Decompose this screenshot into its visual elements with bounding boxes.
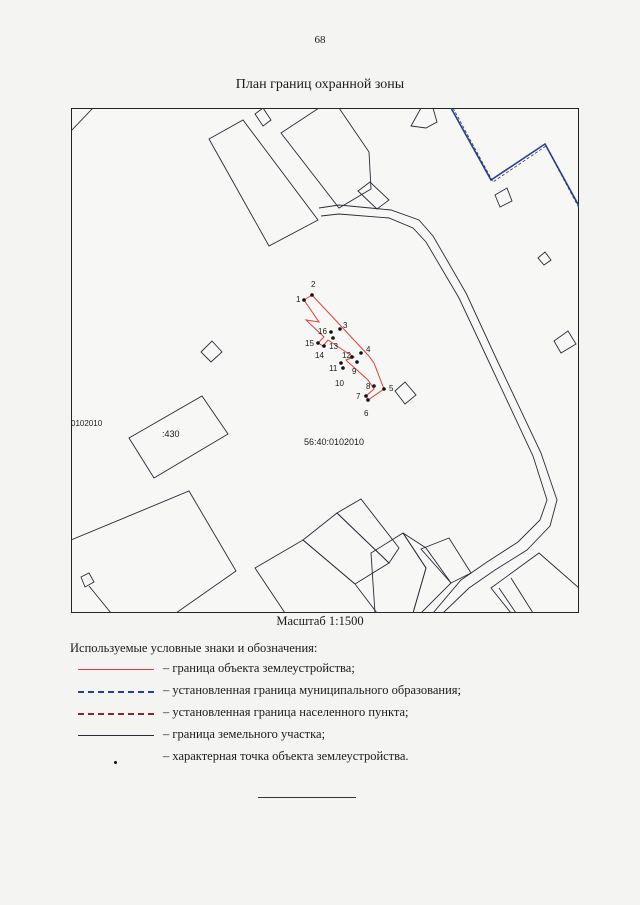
point-label: 1 (296, 295, 301, 304)
point-label: 15 (305, 339, 314, 348)
cadastral-block-label-partial: 0102010 (71, 419, 103, 428)
point-2 (310, 293, 314, 297)
point-6 (366, 398, 370, 402)
point-1 (302, 298, 306, 302)
point-label: 14 (315, 351, 324, 360)
point-label: 9 (352, 367, 357, 376)
signature-line (258, 797, 356, 798)
legend-label: – установленная граница муниципального образования; (163, 683, 462, 697)
page-number: 68 (314, 34, 326, 46)
black-line-symbol (78, 735, 154, 736)
map-frame (72, 109, 579, 613)
point-label: 16 (318, 327, 327, 336)
legend-title: Используемые условные знаки и обозначения: (70, 641, 318, 655)
point-15 (316, 341, 320, 345)
legend-label: – граница объекта землеустройства; (163, 661, 355, 675)
point-label: 10 (335, 379, 344, 388)
legend-item-parcel-boundary (70, 727, 610, 743)
point-label: 11 (329, 364, 338, 373)
legend-label: – граница земельного участка; (163, 727, 326, 741)
point-label: 12 (342, 351, 351, 360)
legend-item-municipal-boundary (70, 683, 610, 699)
point-14 (322, 344, 326, 348)
point-10 (341, 366, 345, 370)
boundary-plan-map (71, 108, 579, 613)
point-8 (372, 384, 376, 388)
point-16 (329, 330, 333, 334)
point-label: 7 (356, 392, 361, 401)
point-symbol (114, 761, 117, 764)
point-4 (359, 351, 363, 355)
point-label: 5 (389, 384, 394, 393)
blue-dashed-line-symbol (78, 691, 154, 693)
legend-label: – установленная граница населенного пункта; (163, 705, 409, 719)
map-scale: Масштаб 1:1500 (276, 614, 364, 628)
legend-item-object-boundary (70, 661, 610, 677)
point-label: 3 (343, 321, 348, 330)
point-11 (339, 361, 343, 365)
point-13 (331, 336, 335, 340)
legend-label: – характерная точка объекта землеустройства. (163, 749, 409, 763)
legend-item-settlement-boundary (70, 705, 610, 721)
point-5 (382, 387, 386, 391)
legend-item-characteristic-point (70, 749, 610, 765)
point-label: 2 (311, 280, 316, 289)
point-9 (355, 360, 359, 364)
cadastral-block-label: 56:40:0102010 (304, 437, 365, 447)
red-line-symbol (78, 669, 154, 670)
point-3 (338, 327, 342, 331)
point-7 (364, 394, 368, 398)
point-label: 8 (366, 382, 371, 391)
point-label: 4 (366, 345, 371, 354)
red-dashed-line-symbol (78, 713, 154, 715)
point-label: 6 (364, 409, 369, 418)
parcel-label: :430 (162, 429, 180, 439)
point-label: 13 (329, 342, 338, 351)
page-title: План границ охранной зоны (235, 77, 405, 92)
